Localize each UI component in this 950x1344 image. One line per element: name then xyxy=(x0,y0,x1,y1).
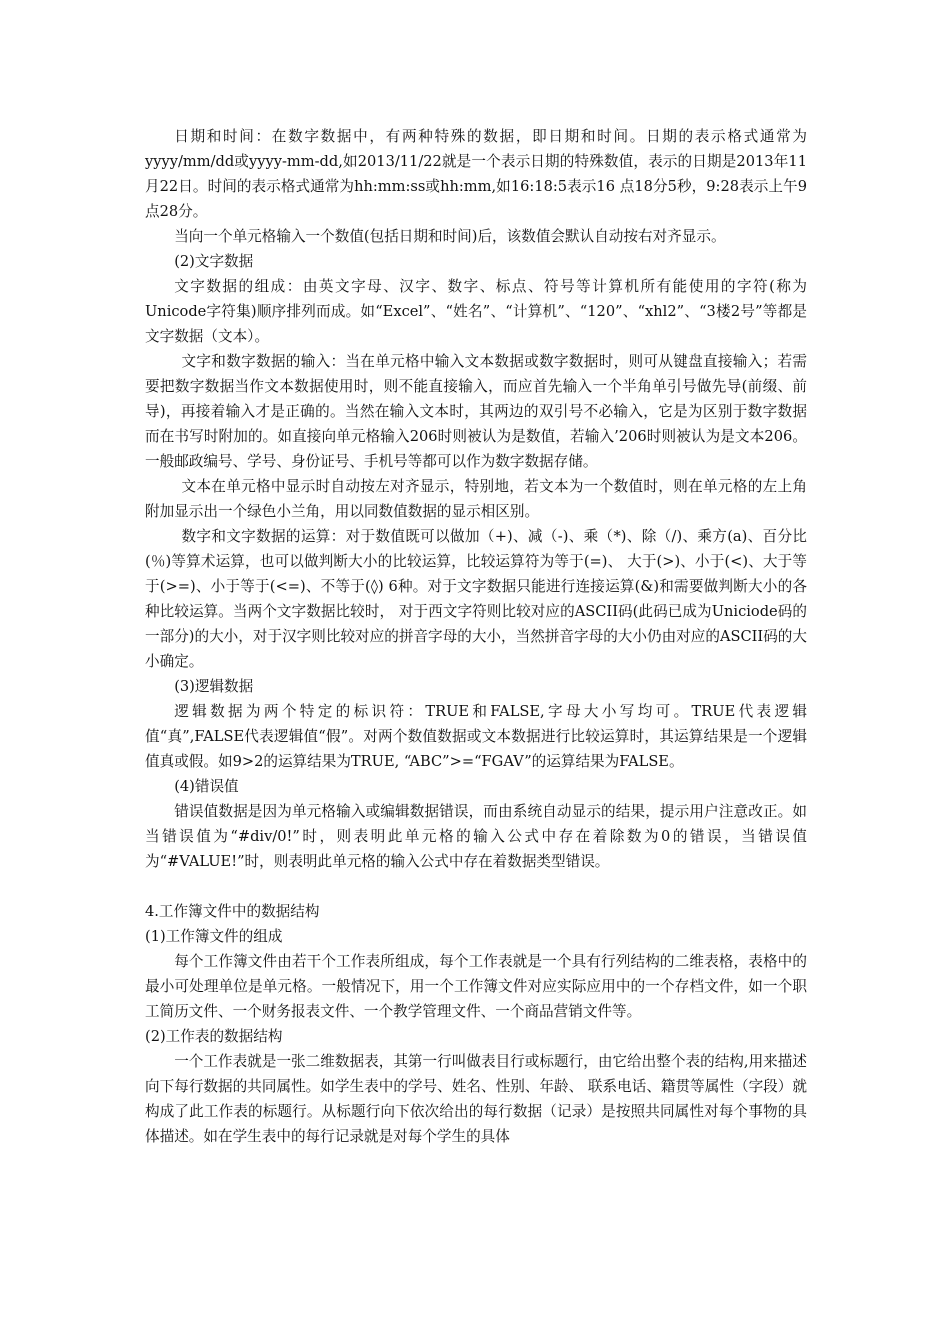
paragraph-text-composition: 文字数据的组成：由英文字母、汉字、数字、标点、符号等计算机所有能使用的字符(称为Unicode字符集)顺序排列而成。如“Excel”、“姓名”、“计算机”、“120”、“xhl2”、“3楼2号”等都是文字数据（文本）。 xyxy=(145,278,807,345)
heading-logic-data: (3)逻辑数据 xyxy=(174,678,254,695)
paragraph-operations: 数字和文字数据的运算：对于数值既可以做加（+)、减（-)、乘（*)、除（/)、乘方(a)、百分比(％)等算术运算，也可以做判断大小的比较运算，比较运算符为等于(=)、 大于(>)、小于(<)、大于等于(>=)、小于等于(<=)、不等于(◊) 6种。对于文字数据只能进行连接运算(&)和需要做判断大小的各种比较运算。当两个文字数据比较时， 对于西文字符则比较对应的ASCII码(此码已成为Uniciode码的一部分)的大小，对于汉字则比较对应的拼音字母的大小，当然拼音字母的大小仍由对应的ASCII码的大小确定。 xyxy=(145,528,807,670)
heading-text-data: (2)文字数据 xyxy=(174,253,254,270)
paragraph-error: 错误值数据是因为单元格输入或编辑数据错误，而由系统自动显示的结果，提示用户注意改正。如当错误值为“#div/0!”时，则表明此单元格的输入公式中存在着除数为0的错误，当错误值为“#VALUE!”时，则表明此单元格的输入公式中存在着数据类型错误。 xyxy=(145,803,807,870)
document-page xyxy=(145,124,807,1149)
paragraph-workbook: 每个工作簿文件由若干个工作表所组成，每个工作表就是一个具有行列结构的二维表格，表格中的最小可处理单位是单元格。一般情况下，用一个工作簿文件对应实际应用中的一个存档文件，如一个职工简历文件、一个财务报表文件、一个教学管理文件、一个商品营销文件等。 xyxy=(145,953,807,1020)
section-gap xyxy=(145,874,807,899)
heading-section-4: 4.工作簿文件中的数据结构 xyxy=(145,903,320,920)
paragraph-logic: 逻辑数据为两个特定的标识符：TRUE和FALSE,字母大小写均可。TRUE代表逻辑 值“真”,FALSE代表逻辑值“假”。对两个数值数据或文本数据进行比较运算时，其运算结果是一个逻辑值真或假。如9>2的运算结果为TRUE, “ABC”>=“FGAV”的运算结果为FALSE。 xyxy=(145,703,807,770)
paragraph-date-time: 日期和时间：在数字数据中，有两种特殊的数据，即日期和时间。日期的表示格式通常为yyyy/mm/dd或yyyy-mm-dd,如2013/11/22就是一个表示日期的特殊数值，表示的日期是2013年11月22日。时间的表示格式通常为hh:mm:ss或hh:mm,如16:18:5表示16 点18分5秒，9:28表示上午9点28分。 xyxy=(145,128,807,220)
heading-workbook-composition: (1)工作簿文件的组成 xyxy=(145,928,283,945)
paragraph-text-input: 文字和数字数据的输入：当在单元格中输入文本数据或数字数据时，则可从键盘直接输入；若需要把数字数据当作文本数据使用时，则不能直接输入，而应首先输入一个半角单引号做先导(前缀、前导)，再接着输入才是正确的。当然在输入文本时，其两边的双引号不必输入，它是为区别于数字数据而在书写时附加的。如直接向单元格输入206时则被认为是数值，若输入’206时则被认为是文本206。一般邮政编号、学号、身份证号、手机号等都可以作为数字数据存储。 xyxy=(145,353,807,470)
heading-worksheet-structure: (2)工作表的数据结构 xyxy=(145,1028,283,1045)
paragraph-right-align: 当向一个单元格输入一个数值(包括日期和时间)后，该数值会默认自动按右对齐显示。 xyxy=(174,228,726,245)
paragraph-worksheet: 一个工作表就是一张二维数据表，其第一行叫做表目行或标题行，由它给出整个表的结构,用来描述向下每行数据的共同属性。如学生表中的学号、姓名、性别、年龄、 联系电话、籍贯等属性（字段）就构成了此工作表的标题行。从标题行向下依次给出的每行数据（记录）是按照共同属性对每个事物的具体描述。如在学生表中的每行记录就是对每个学生的具体 xyxy=(145,1053,807,1145)
heading-error-value: (4)错误值 xyxy=(174,778,239,795)
paragraph-left-align: 文本在单元格中显示时自动按左对齐显示，特别地，若文本为一个数值时，则在单元格的左上角附加显示出一个绿色小兰角，用以同数值数据的显示相区别。 xyxy=(145,478,807,520)
